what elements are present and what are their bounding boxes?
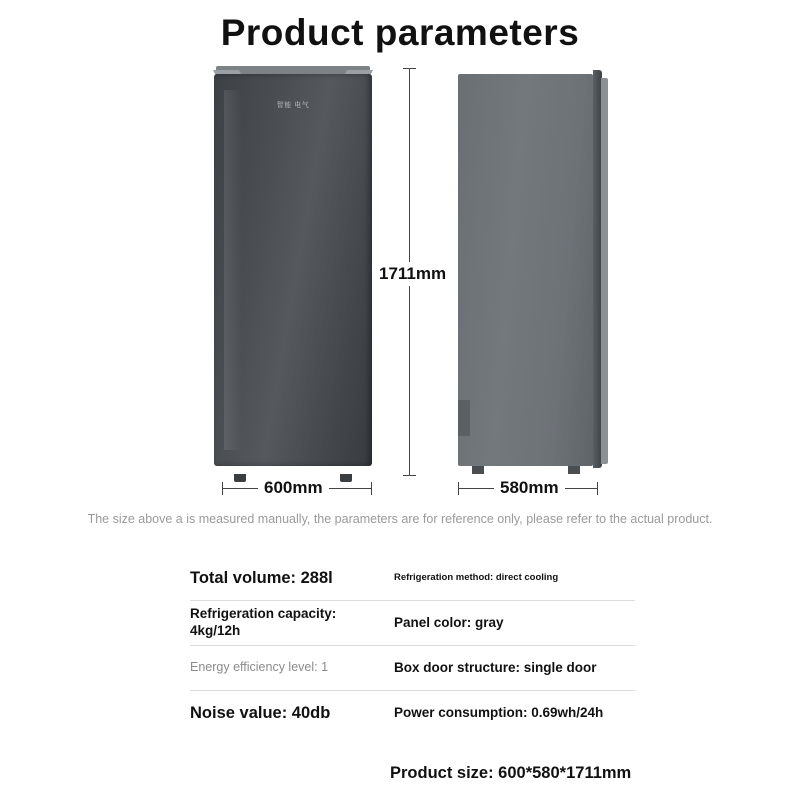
height-dimension-cap-bottom bbox=[403, 475, 416, 476]
front-foot-right bbox=[340, 474, 352, 482]
front-door-panel bbox=[214, 74, 372, 466]
spec-box-door-structure: Box door structure: single door bbox=[394, 659, 597, 675]
table-row bbox=[190, 691, 635, 736]
side-width-cap-right bbox=[597, 482, 598, 495]
spec-product-size: Product size: 600*580*1711mm bbox=[390, 764, 632, 782]
spec-total-volume: Total volume: 288l bbox=[190, 568, 333, 587]
front-foot-left bbox=[234, 474, 246, 482]
front-width-dimension-label: 600mm bbox=[258, 477, 329, 499]
table-row bbox=[190, 601, 635, 646]
side-door-edge-light bbox=[601, 78, 608, 464]
brand-logo: 智能 电气 bbox=[276, 102, 310, 109]
front-width-cap-right bbox=[371, 482, 372, 495]
spec-panel-color: Panel color: gray bbox=[394, 614, 504, 630]
side-foot-left bbox=[472, 466, 484, 474]
specification-table bbox=[190, 556, 635, 736]
spec-noise-value: Noise value: 40db bbox=[190, 704, 331, 723]
side-foot-right bbox=[568, 466, 580, 474]
side-width-cap-left bbox=[458, 482, 459, 495]
page-title: Product parameters bbox=[220, 12, 580, 53]
front-panel-highlight bbox=[224, 90, 242, 450]
spec-energy-efficiency-level: Energy efficiency level: 1 bbox=[190, 660, 329, 675]
spec-power-consumption: Power consumption: 0.69wh/24h bbox=[394, 705, 604, 721]
front-width-cap-left bbox=[222, 482, 223, 495]
refrigerator-front-view bbox=[214, 66, 372, 476]
spec-refrigeration-capacity: Refrigeration capacity: 4kg/12h bbox=[190, 606, 337, 638]
side-compressor-notch bbox=[458, 400, 470, 436]
table-row bbox=[190, 556, 635, 601]
measurement-disclaimer: The size above a is measured manually, the parameters are for reference only, please refer to the actual product. bbox=[87, 512, 713, 526]
refrigerator-side-view bbox=[458, 70, 610, 474]
height-dimension-label: 1711mm bbox=[376, 262, 449, 286]
side-body-panel bbox=[458, 74, 593, 466]
spec-refrigeration-method: Refrigeration method: direct cooling bbox=[394, 572, 559, 584]
table-row bbox=[190, 646, 635, 691]
side-width-dimension-label: 580mm bbox=[494, 477, 565, 499]
height-dimension-cap-top bbox=[403, 68, 416, 69]
